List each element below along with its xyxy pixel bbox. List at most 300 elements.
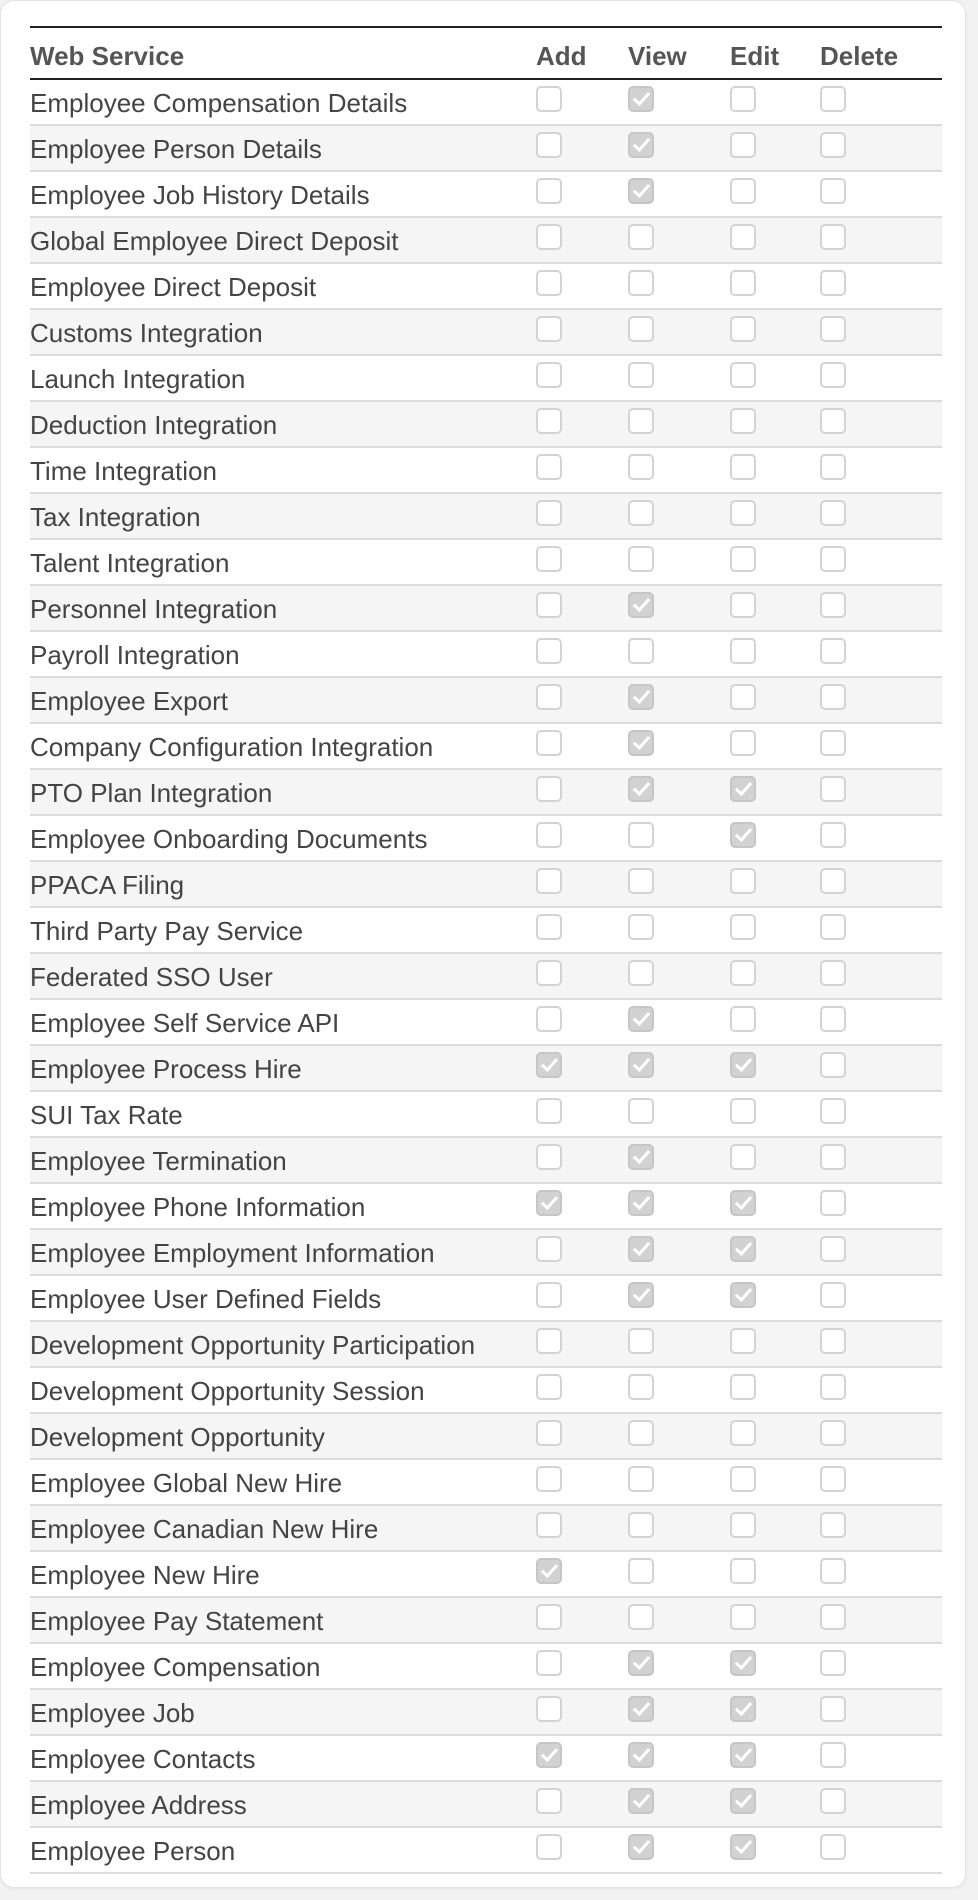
- view-checkbox[interactable]: [628, 1558, 654, 1584]
- table-row: [30, 1137, 942, 1183]
- delete-checkbox[interactable]: [820, 638, 846, 664]
- table-row: [30, 217, 942, 263]
- view-checkbox[interactable]: [628, 500, 654, 526]
- edit-cell: [730, 1781, 820, 1827]
- add-checkbox[interactable]: [536, 1604, 562, 1630]
- edit-checkbox[interactable]: [730, 546, 756, 572]
- add-checkbox[interactable]: [536, 1236, 562, 1262]
- edit-cell: [730, 907, 820, 953]
- table-row: [30, 769, 942, 815]
- add-checkbox[interactable]: [536, 822, 562, 848]
- view-cell: [628, 861, 730, 907]
- service-name: Employee New Hire: [30, 1559, 260, 1590]
- delete-checkbox[interactable]: [820, 408, 846, 434]
- service-name: Employee Contacts: [30, 1743, 256, 1774]
- add-checkbox[interactable]: [536, 132, 562, 158]
- view-checkbox[interactable]: [628, 1788, 654, 1814]
- edit-cell: [730, 1459, 820, 1505]
- add-checkbox[interactable]: [536, 592, 562, 618]
- edit-checkbox[interactable]: [730, 1834, 756, 1860]
- edit-checkbox[interactable]: [730, 638, 756, 664]
- edit-cell: [730, 1367, 820, 1413]
- edit-checkbox[interactable]: [730, 592, 756, 618]
- add-checkbox[interactable]: [536, 1512, 562, 1538]
- table-row: [30, 907, 942, 953]
- view-checkbox[interactable]: [628, 960, 654, 986]
- view-cell: [628, 447, 730, 493]
- view-cell: [628, 999, 730, 1045]
- add-cell: [536, 171, 628, 217]
- add-checkbox[interactable]: [536, 868, 562, 894]
- edit-cell: [730, 1137, 820, 1183]
- edit-checkbox[interactable]: [730, 500, 756, 526]
- add-cell: [536, 401, 628, 447]
- view-cell: [628, 493, 730, 539]
- add-cell: [536, 769, 628, 815]
- add-checkbox[interactable]: [536, 1558, 562, 1584]
- add-cell: [536, 1505, 628, 1551]
- delete-checkbox[interactable]: [820, 684, 846, 710]
- add-checkbox[interactable]: [536, 730, 562, 756]
- delete-checkbox[interactable]: [820, 224, 846, 250]
- edit-checkbox[interactable]: [730, 776, 756, 802]
- service-name: Employee Export: [30, 685, 228, 716]
- web-service-permissions-table: [30, 26, 942, 1874]
- table-row: [30, 631, 942, 677]
- delete-checkbox[interactable]: [820, 1512, 846, 1538]
- view-checkbox[interactable]: [628, 1328, 654, 1354]
- view-checkbox[interactable]: [628, 1052, 654, 1078]
- delete-cell: [820, 723, 942, 769]
- service-name: Employee Job: [30, 1697, 195, 1728]
- view-cell: [628, 1781, 730, 1827]
- table-row: [30, 1275, 942, 1321]
- edit-cell: [730, 447, 820, 493]
- view-cell: [628, 1367, 730, 1413]
- view-checkbox[interactable]: [628, 270, 654, 296]
- service-name: Employee Global New Hire: [30, 1467, 343, 1498]
- add-checkbox[interactable]: [536, 1144, 562, 1170]
- view-checkbox[interactable]: [628, 1006, 654, 1032]
- view-cell: [628, 1137, 730, 1183]
- edit-cell: [730, 1827, 820, 1873]
- delete-checkbox[interactable]: [820, 914, 846, 940]
- view-cell: [628, 1045, 730, 1091]
- edit-cell: [730, 1689, 820, 1735]
- edit-checkbox[interactable]: [730, 454, 756, 480]
- view-checkbox[interactable]: [628, 178, 654, 204]
- service-name: Employee Process Hire: [30, 1053, 302, 1084]
- edit-checkbox[interactable]: [730, 362, 756, 388]
- view-cell: [628, 1505, 730, 1551]
- table-row: [30, 355, 942, 401]
- delete-cell: [820, 769, 942, 815]
- add-checkbox[interactable]: [536, 1420, 562, 1446]
- add-cell: [536, 999, 628, 1045]
- add-checkbox[interactable]: [536, 1650, 562, 1676]
- add-cell: [536, 1183, 628, 1229]
- view-checkbox[interactable]: [628, 316, 654, 342]
- edit-checkbox[interactable]: [730, 1374, 756, 1400]
- edit-checkbox[interactable]: [730, 1742, 756, 1768]
- table-row: [30, 1505, 942, 1551]
- add-cell: [536, 1045, 628, 1091]
- delete-checkbox[interactable]: [820, 86, 846, 112]
- delete-checkbox[interactable]: [820, 1834, 846, 1860]
- add-checkbox[interactable]: [536, 1328, 562, 1354]
- service-name: Employee Canadian New Hire: [30, 1513, 379, 1544]
- table-row: [30, 401, 942, 447]
- view-cell: [628, 677, 730, 723]
- add-checkbox[interactable]: [536, 316, 562, 342]
- delete-cell: [820, 1827, 942, 1873]
- header-view: View: [628, 40, 687, 71]
- service-name: Payroll Integration: [30, 639, 240, 670]
- view-checkbox[interactable]: [628, 1696, 654, 1722]
- add-checkbox[interactable]: [536, 408, 562, 434]
- edit-checkbox[interactable]: [730, 1190, 756, 1216]
- add-checkbox[interactable]: [536, 224, 562, 250]
- edit-cell: [730, 1643, 820, 1689]
- edit-checkbox[interactable]: [730, 1512, 756, 1538]
- view-cell: [628, 1321, 730, 1367]
- view-cell: [628, 539, 730, 585]
- view-checkbox[interactable]: [628, 1420, 654, 1446]
- edit-checkbox[interactable]: [730, 1696, 756, 1722]
- edit-checkbox[interactable]: [730, 730, 756, 756]
- delete-checkbox[interactable]: [820, 1696, 846, 1722]
- edit-checkbox[interactable]: [730, 408, 756, 434]
- table-row: [30, 1781, 942, 1827]
- delete-checkbox[interactable]: [820, 178, 846, 204]
- table-row: [30, 1229, 942, 1275]
- service-name: Employee Employment Information: [30, 1237, 435, 1268]
- view-checkbox[interactable]: [628, 1834, 654, 1860]
- edit-checkbox[interactable]: [730, 132, 756, 158]
- view-checkbox[interactable]: [628, 592, 654, 618]
- add-cell: [536, 1827, 628, 1873]
- header-row: [30, 27, 942, 79]
- service-name: Tax Integration: [30, 501, 201, 532]
- add-checkbox[interactable]: [536, 362, 562, 388]
- delete-checkbox[interactable]: [820, 132, 846, 158]
- view-checkbox[interactable]: [628, 1466, 654, 1492]
- edit-checkbox[interactable]: [730, 1098, 756, 1124]
- delete-checkbox[interactable]: [820, 960, 846, 986]
- table-row: [30, 677, 942, 723]
- service-name: Employee Termination: [30, 1145, 287, 1176]
- service-name: Employee Onboarding Documents: [30, 823, 428, 854]
- add-checkbox[interactable]: [536, 86, 562, 112]
- view-cell: [628, 1597, 730, 1643]
- add-checkbox[interactable]: [536, 1742, 562, 1768]
- delete-checkbox[interactable]: [820, 592, 846, 618]
- delete-cell: [820, 1551, 942, 1597]
- add-checkbox[interactable]: [536, 1374, 562, 1400]
- service-name: Employee Job History Details: [30, 179, 370, 210]
- view-checkbox[interactable]: [628, 1374, 654, 1400]
- delete-checkbox[interactable]: [820, 1328, 846, 1354]
- add-checkbox[interactable]: [536, 1098, 562, 1124]
- view-checkbox[interactable]: [628, 1742, 654, 1768]
- add-cell: [536, 79, 628, 125]
- view-cell: [628, 1551, 730, 1597]
- view-checkbox[interactable]: [628, 132, 654, 158]
- add-cell: [536, 355, 628, 401]
- delete-cell: [820, 493, 942, 539]
- table-row: [30, 1045, 942, 1091]
- delete-checkbox[interactable]: [820, 500, 846, 526]
- delete-checkbox[interactable]: [820, 270, 846, 296]
- add-cell: [536, 585, 628, 631]
- edit-checkbox[interactable]: [730, 960, 756, 986]
- table-row: [30, 1091, 942, 1137]
- view-checkbox[interactable]: [628, 684, 654, 710]
- delete-checkbox[interactable]: [820, 730, 846, 756]
- view-cell: [628, 1091, 730, 1137]
- view-checkbox[interactable]: [628, 730, 654, 756]
- delete-checkbox[interactable]: [820, 1466, 846, 1492]
- add-checkbox[interactable]: [536, 178, 562, 204]
- service-name: Employee Address: [30, 1789, 247, 1820]
- edit-checkbox[interactable]: [730, 270, 756, 296]
- view-checkbox[interactable]: [628, 546, 654, 572]
- service-name: Talent Integration: [30, 547, 230, 578]
- view-checkbox[interactable]: [628, 1604, 654, 1630]
- view-cell: [628, 1183, 730, 1229]
- view-checkbox[interactable]: [628, 1650, 654, 1676]
- service-name: PPACA Filing: [30, 869, 185, 900]
- edit-cell: [730, 723, 820, 769]
- delete-cell: [820, 1045, 942, 1091]
- view-checkbox[interactable]: [628, 1098, 654, 1124]
- view-checkbox[interactable]: [628, 914, 654, 940]
- add-checkbox[interactable]: [536, 914, 562, 940]
- edit-cell: [730, 1413, 820, 1459]
- edit-cell: [730, 1091, 820, 1137]
- view-checkbox[interactable]: [628, 224, 654, 250]
- delete-cell: [820, 1367, 942, 1413]
- add-cell: [536, 539, 628, 585]
- add-checkbox[interactable]: [536, 1696, 562, 1722]
- table-row: [30, 723, 942, 769]
- service-name: Employee Phone Information: [30, 1191, 366, 1222]
- edit-cell: [730, 401, 820, 447]
- edit-checkbox[interactable]: [730, 1466, 756, 1492]
- table-row: [30, 861, 942, 907]
- service-name: Third Party Pay Service: [30, 915, 304, 946]
- add-cell: [536, 493, 628, 539]
- delete-checkbox[interactable]: [820, 1006, 846, 1032]
- edit-checkbox[interactable]: [730, 1052, 756, 1078]
- delete-checkbox[interactable]: [820, 1190, 846, 1216]
- add-checkbox[interactable]: [536, 638, 562, 664]
- service-name: Employee Compensation Details: [30, 87, 408, 118]
- view-checkbox[interactable]: [628, 868, 654, 894]
- view-checkbox[interactable]: [628, 362, 654, 388]
- add-cell: [536, 861, 628, 907]
- edit-checkbox[interactable]: [730, 1604, 756, 1630]
- edit-checkbox[interactable]: [730, 1420, 756, 1446]
- table-row: [30, 309, 942, 355]
- view-cell: [628, 125, 730, 171]
- view-checkbox[interactable]: [628, 638, 654, 664]
- delete-cell: [820, 815, 942, 861]
- delete-checkbox[interactable]: [820, 1604, 846, 1630]
- view-cell: [628, 585, 730, 631]
- edit-checkbox[interactable]: [730, 1788, 756, 1814]
- view-checkbox[interactable]: [628, 1512, 654, 1538]
- edit-checkbox[interactable]: [730, 1144, 756, 1170]
- service-name: Employee Person: [30, 1835, 236, 1866]
- edit-checkbox[interactable]: [730, 868, 756, 894]
- service-name: Employee User Defined Fields: [30, 1283, 382, 1314]
- add-cell: [536, 1689, 628, 1735]
- view-checkbox[interactable]: [628, 1144, 654, 1170]
- edit-cell: [730, 631, 820, 677]
- edit-checkbox[interactable]: [730, 316, 756, 342]
- edit-cell: [730, 493, 820, 539]
- edit-checkbox[interactable]: [730, 914, 756, 940]
- delete-cell: [820, 1735, 942, 1781]
- delete-cell: [820, 539, 942, 585]
- view-checkbox[interactable]: [628, 86, 654, 112]
- edit-checkbox[interactable]: [730, 822, 756, 848]
- table-row: [30, 539, 942, 585]
- edit-checkbox[interactable]: [730, 1558, 756, 1584]
- view-checkbox[interactable]: [628, 1236, 654, 1262]
- view-checkbox[interactable]: [628, 408, 654, 434]
- add-cell: [536, 309, 628, 355]
- table-row: [30, 263, 942, 309]
- delete-cell: [820, 263, 942, 309]
- table-row: [30, 1735, 942, 1781]
- service-name: Development Opportunity Participation: [30, 1329, 476, 1360]
- add-checkbox[interactable]: [536, 1282, 562, 1308]
- view-checkbox[interactable]: [628, 1190, 654, 1216]
- edit-checkbox[interactable]: [730, 1006, 756, 1032]
- delete-cell: [820, 1781, 942, 1827]
- view-checkbox[interactable]: [628, 454, 654, 480]
- add-cell: [536, 1413, 628, 1459]
- table-row: [30, 1183, 942, 1229]
- edit-checkbox[interactable]: [730, 684, 756, 710]
- table-row: [30, 493, 942, 539]
- header-delete: Delete: [820, 40, 899, 71]
- delete-checkbox[interactable]: [820, 1144, 846, 1170]
- delete-cell: [820, 1459, 942, 1505]
- edit-cell: [730, 1597, 820, 1643]
- delete-checkbox[interactable]: [820, 546, 846, 572]
- view-cell: [628, 1275, 730, 1321]
- add-cell: [536, 1367, 628, 1413]
- add-cell: [536, 1229, 628, 1275]
- service-name: Development Opportunity Session: [30, 1375, 425, 1406]
- edit-checkbox[interactable]: [730, 224, 756, 250]
- add-checkbox[interactable]: [536, 546, 562, 572]
- delete-checkbox[interactable]: [820, 454, 846, 480]
- edit-cell: [730, 999, 820, 1045]
- delete-checkbox[interactable]: [820, 776, 846, 802]
- delete-checkbox[interactable]: [820, 1742, 846, 1768]
- add-checkbox[interactable]: [536, 1834, 562, 1860]
- delete-checkbox[interactable]: [820, 316, 846, 342]
- view-cell: [628, 171, 730, 217]
- edit-checkbox[interactable]: [730, 1328, 756, 1354]
- edit-checkbox[interactable]: [730, 1650, 756, 1676]
- edit-cell: [730, 1045, 820, 1091]
- view-cell: [628, 309, 730, 355]
- view-checkbox[interactable]: [628, 822, 654, 848]
- add-checkbox[interactable]: [536, 684, 562, 710]
- service-name: Development Opportunity: [30, 1421, 325, 1452]
- delete-checkbox[interactable]: [820, 1558, 846, 1584]
- add-checkbox[interactable]: [536, 454, 562, 480]
- edit-cell: [730, 677, 820, 723]
- add-checkbox[interactable]: [536, 1006, 562, 1032]
- delete-checkbox[interactable]: [820, 1788, 846, 1814]
- edit-cell: [730, 355, 820, 401]
- service-name: Company Configuration Integration: [30, 731, 434, 762]
- delete-cell: [820, 309, 942, 355]
- add-checkbox[interactable]: [536, 960, 562, 986]
- add-cell: [536, 263, 628, 309]
- delete-cell: [820, 401, 942, 447]
- add-checkbox[interactable]: [536, 500, 562, 526]
- edit-cell: [730, 1229, 820, 1275]
- delete-checkbox[interactable]: [820, 1420, 846, 1446]
- delete-checkbox[interactable]: [820, 1374, 846, 1400]
- delete-checkbox[interactable]: [820, 1650, 846, 1676]
- header-add: Add: [536, 40, 587, 71]
- delete-checkbox[interactable]: [820, 822, 846, 848]
- view-cell: [628, 631, 730, 677]
- delete-cell: [820, 585, 942, 631]
- add-checkbox[interactable]: [536, 1190, 562, 1216]
- view-checkbox[interactable]: [628, 1282, 654, 1308]
- table-row: [30, 585, 942, 631]
- delete-checkbox[interactable]: [820, 868, 846, 894]
- add-cell: [536, 1551, 628, 1597]
- add-checkbox[interactable]: [536, 776, 562, 802]
- delete-checkbox[interactable]: [820, 1236, 846, 1262]
- add-checkbox[interactable]: [536, 1466, 562, 1492]
- edit-cell: [730, 309, 820, 355]
- service-name: Customs Integration: [30, 317, 263, 348]
- service-name: Time Integration: [30, 455, 217, 486]
- delete-checkbox[interactable]: [820, 1052, 846, 1078]
- add-checkbox[interactable]: [536, 1052, 562, 1078]
- edit-checkbox[interactable]: [730, 1236, 756, 1262]
- delete-cell: [820, 907, 942, 953]
- edit-checkbox[interactable]: [730, 178, 756, 204]
- delete-checkbox[interactable]: [820, 1282, 846, 1308]
- delete-checkbox[interactable]: [820, 362, 846, 388]
- add-cell: [536, 1091, 628, 1137]
- delete-cell: [820, 1321, 942, 1367]
- edit-cell: [730, 1735, 820, 1781]
- edit-cell: [730, 815, 820, 861]
- add-checkbox[interactable]: [536, 270, 562, 296]
- add-checkbox[interactable]: [536, 1788, 562, 1814]
- edit-checkbox[interactable]: [730, 1282, 756, 1308]
- edit-checkbox[interactable]: [730, 86, 756, 112]
- table-row: [30, 1643, 942, 1689]
- add-cell: [536, 953, 628, 999]
- delete-checkbox[interactable]: [820, 1098, 846, 1124]
- header-edit: Edit: [730, 40, 780, 71]
- view-checkbox[interactable]: [628, 776, 654, 802]
